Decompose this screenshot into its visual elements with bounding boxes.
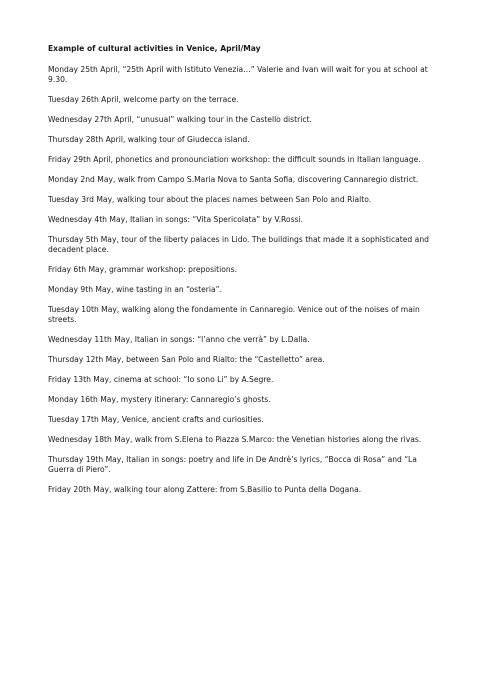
activity-entry: Monday 16th May, mystery itinerary: Cannaregio’s ghosts. — [48, 395, 271, 404]
activity-entry: Wednesday 18th May, walk from S.Elena to Piazza S.Marco: the Venetian histories along the rivas. — [48, 435, 422, 444]
activity-entry: Tuesday 26th April, welcome party on the terrace. — [48, 95, 239, 104]
activity-entry: Monday 9th May, wine tasting in an “osteria”. — [48, 285, 222, 294]
activity-entry: Wednesday 11th May, Italian in songs: “l’anno che verrà” by L.Dalla. — [48, 335, 310, 344]
activity-entry: Monday 2nd May, walk from Campo S.Maria Nova to Santa Sofia, discovering Cannaregio district. — [48, 175, 419, 184]
document-title: Example of cultural activities in Venice, April/May — [48, 44, 261, 53]
activity-entry: Thursday 28th April, walking tour of Giudecca island. — [48, 135, 250, 144]
activity-entry: Wednesday 4th May, Italian in songs: “Vita Spericolata” by V.Rossi. — [48, 215, 304, 224]
activity-entry: Wednesday 27th April, “unusual” walking tour in the Castello district. — [48, 115, 312, 124]
activity-entry: Friday 20th May, walking tour along Zattere: from S.Basilio to Punta della Dogana. — [48, 485, 362, 494]
activity-entry: Friday 6th May, grammar workshop: prepositions. — [48, 265, 238, 274]
activity-list — [48, 65, 443, 495]
activity-entry: Tuesday 10th May, walking along the fondamente in Cannaregio. Venice out of the noises of main streets. — [48, 305, 420, 324]
activity-entry: Thursday 19th May, Italian in songs: poetry and life in De Andrè’s lyrics, “Bocca di Rosa” and “La Guerra di Piero”. — [48, 455, 417, 474]
activity-entry: Friday 13th May, cinema at school: “Io sono Li” by A.Segre. — [48, 375, 274, 384]
activity-entry: Monday 25th April, “25th April with Istituto Venezia…” Valerie and Ivan will wait for you at school at 9.30. — [48, 65, 428, 84]
activity-entry: Thursday 5th May, tour of the liberty palaces in Lido. The buildings that made it a sophisticated and decadent place. — [48, 235, 429, 254]
document-page — [48, 44, 443, 505]
activity-entry: Thursday 12th May, between San Polo and Rialto: the “Castelletto” area. — [48, 355, 325, 364]
activity-entry: Tuesday 17th May, Venice, ancient crafts and curiosities. — [48, 415, 264, 424]
activity-entry: Tuesday 3rd May, walking tour about the places names between San Polo and Rialto. — [48, 195, 372, 204]
activity-entry: Friday 29th April, phonetics and pronounciation workshop: the difficult sounds in Italian language. — [48, 155, 421, 164]
